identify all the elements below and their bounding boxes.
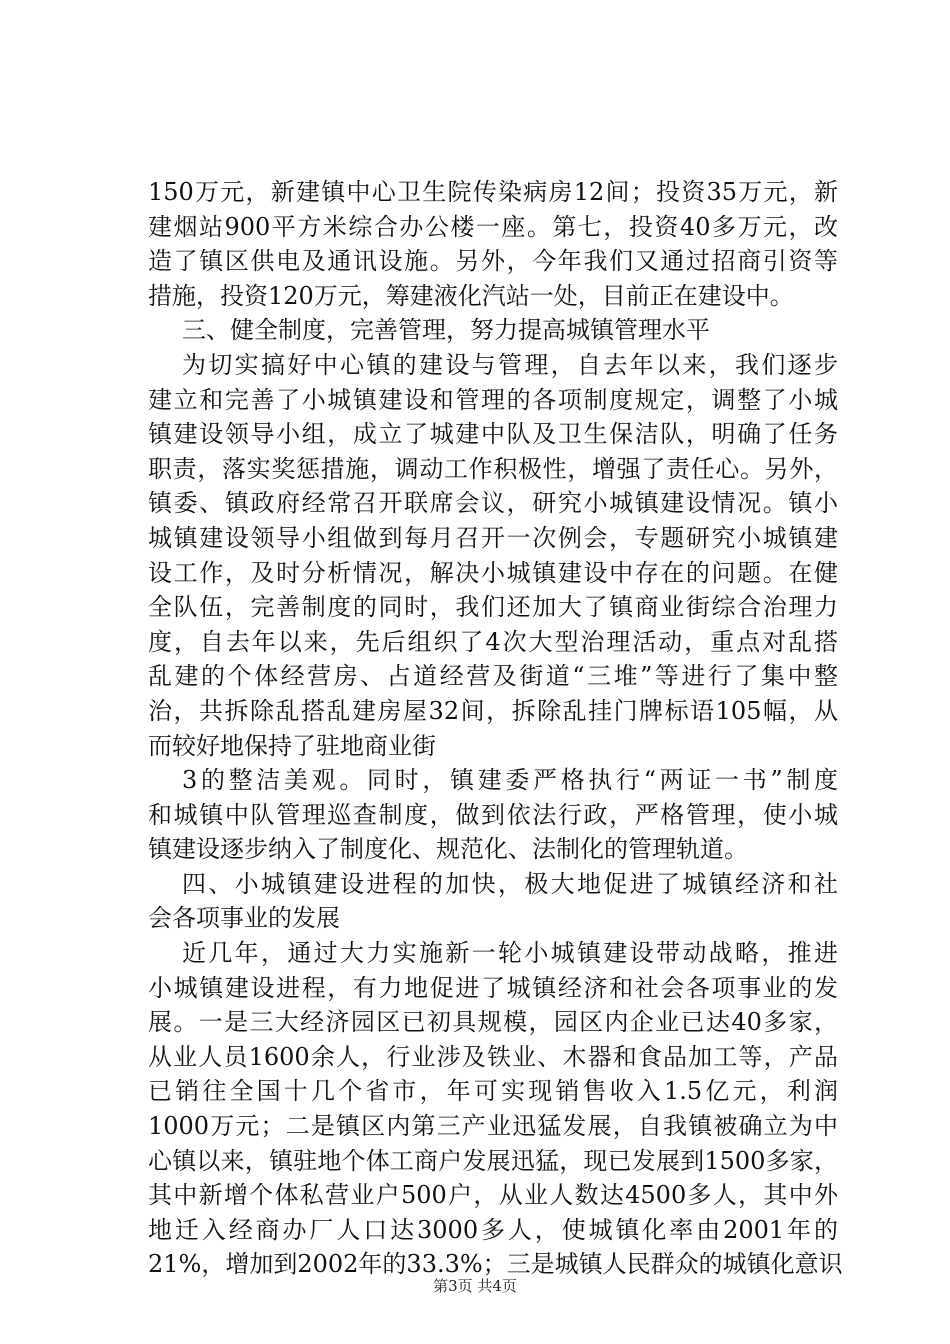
text-line: 乱建的个体经营房、占道经营及街道“三堆”等进行了集中整 xyxy=(148,662,838,691)
text-line: 而较好地保持了驻地商业街 xyxy=(148,731,436,760)
section-heading-continued: 会各项事业的发展 xyxy=(148,904,340,933)
text-line: 地迁入经商办厂人口达3000多人，使城镇化率由2001年的 xyxy=(148,1215,838,1244)
text-line: 为切实搞好中心镇的建设与管理，自去年以来，我们逐步 xyxy=(182,350,838,379)
text-line: 建立和完善了小城镇建设和管理的各项制度规定，调整了小城 xyxy=(148,385,838,414)
text-line: 度，自去年以来，先后组织了4次大型治理活动，重点对乱搭 xyxy=(148,627,838,656)
document-body xyxy=(148,175,843,1282)
text-line: 展。一是三大经济园区已初具规模，园区内企业已达40多家， xyxy=(148,1008,838,1037)
text-line: 其中新增个体私营业户500户，从业人数达4500多人，其中外 xyxy=(148,1181,838,1210)
text-line: 小城镇建设进程，有力地促进了城镇经济和社会各项事业的发 xyxy=(148,973,838,1002)
text-line: 设工作，及时分析情况，解决小城镇建设中存在的问题。在健 xyxy=(148,558,838,587)
text-line: 建烟站900平方米综合办公楼一座。第七，投资40多万元，改 xyxy=(148,212,838,241)
text-line: 镇建设逐步纳入了制度化、规范化、法制化的管理轨道。 xyxy=(148,835,748,864)
text-line: 造了镇区供电及通讯设施。另外，今年我们又通过招商引资等 xyxy=(148,247,838,276)
text-line: 措施，投资120万元，筹建液化汽站一处，目前正在建设中。 xyxy=(148,281,794,310)
text-line: 职责，落实奖惩措施，调动工作积极性，增强了责任心。另外， xyxy=(148,454,838,483)
text-line: 1000万元；二是镇区内第三产业迅猛发展，自我镇被确立为中 xyxy=(148,1112,838,1141)
text-line: 镇委、镇政府经常召开联席会议，研究小城镇建设情况。镇小 xyxy=(148,489,838,518)
page-number-footer: 第3页 共4页 xyxy=(433,1277,517,1295)
section-heading: 三、健全制度，完善管理，努力提高城镇管理水平 xyxy=(182,316,710,345)
text-line: 和城镇中队管理巡查制度，做到依法行政，严格管理，使小城 xyxy=(148,800,838,829)
text-line: 全队伍，完善制度的同时，我们还加大了镇商业街综合治理力 xyxy=(148,593,838,622)
text-line: 150万元，新建镇中心卫生院传染病房12间；投资35万元，新 xyxy=(148,178,838,206)
text-line: 从业人员1600余人，行业涉及铁业、木器和食品加工等，产品 xyxy=(148,1042,838,1071)
text-line: 3的整洁美观。同时，镇建委严格执行“两证一书”制度 xyxy=(182,766,838,795)
text-line: 21%，增加到2002年的33.3%；三是城镇人民群众的城镇化意识 xyxy=(148,1250,843,1279)
text-line: 近几年，通过大力实施新一轮小城镇建设带动战略，推进 xyxy=(182,939,838,968)
text-line: 已销往全国十几个省市，年可实现销售收入1.5亿元，利润 xyxy=(148,1077,838,1106)
text-line: 镇建设领导小组，成立了城建中队及卫生保洁队，明确了任务 xyxy=(148,420,838,449)
text-line: 心镇以来，镇驻地个体工商户发展迅猛，现已发展到1500多家， xyxy=(148,1146,838,1175)
text-line: 治，共拆除乱搭乱建房屋32间，拆除乱挂门牌标语105幅，从 xyxy=(148,696,838,725)
section-heading: 四、小城镇建设进程的加快，极大地促进了城镇经济和社 xyxy=(182,869,838,898)
text-line: 城镇建设领导小组做到每月召开一次例会，专题研究小城镇建 xyxy=(148,523,838,552)
